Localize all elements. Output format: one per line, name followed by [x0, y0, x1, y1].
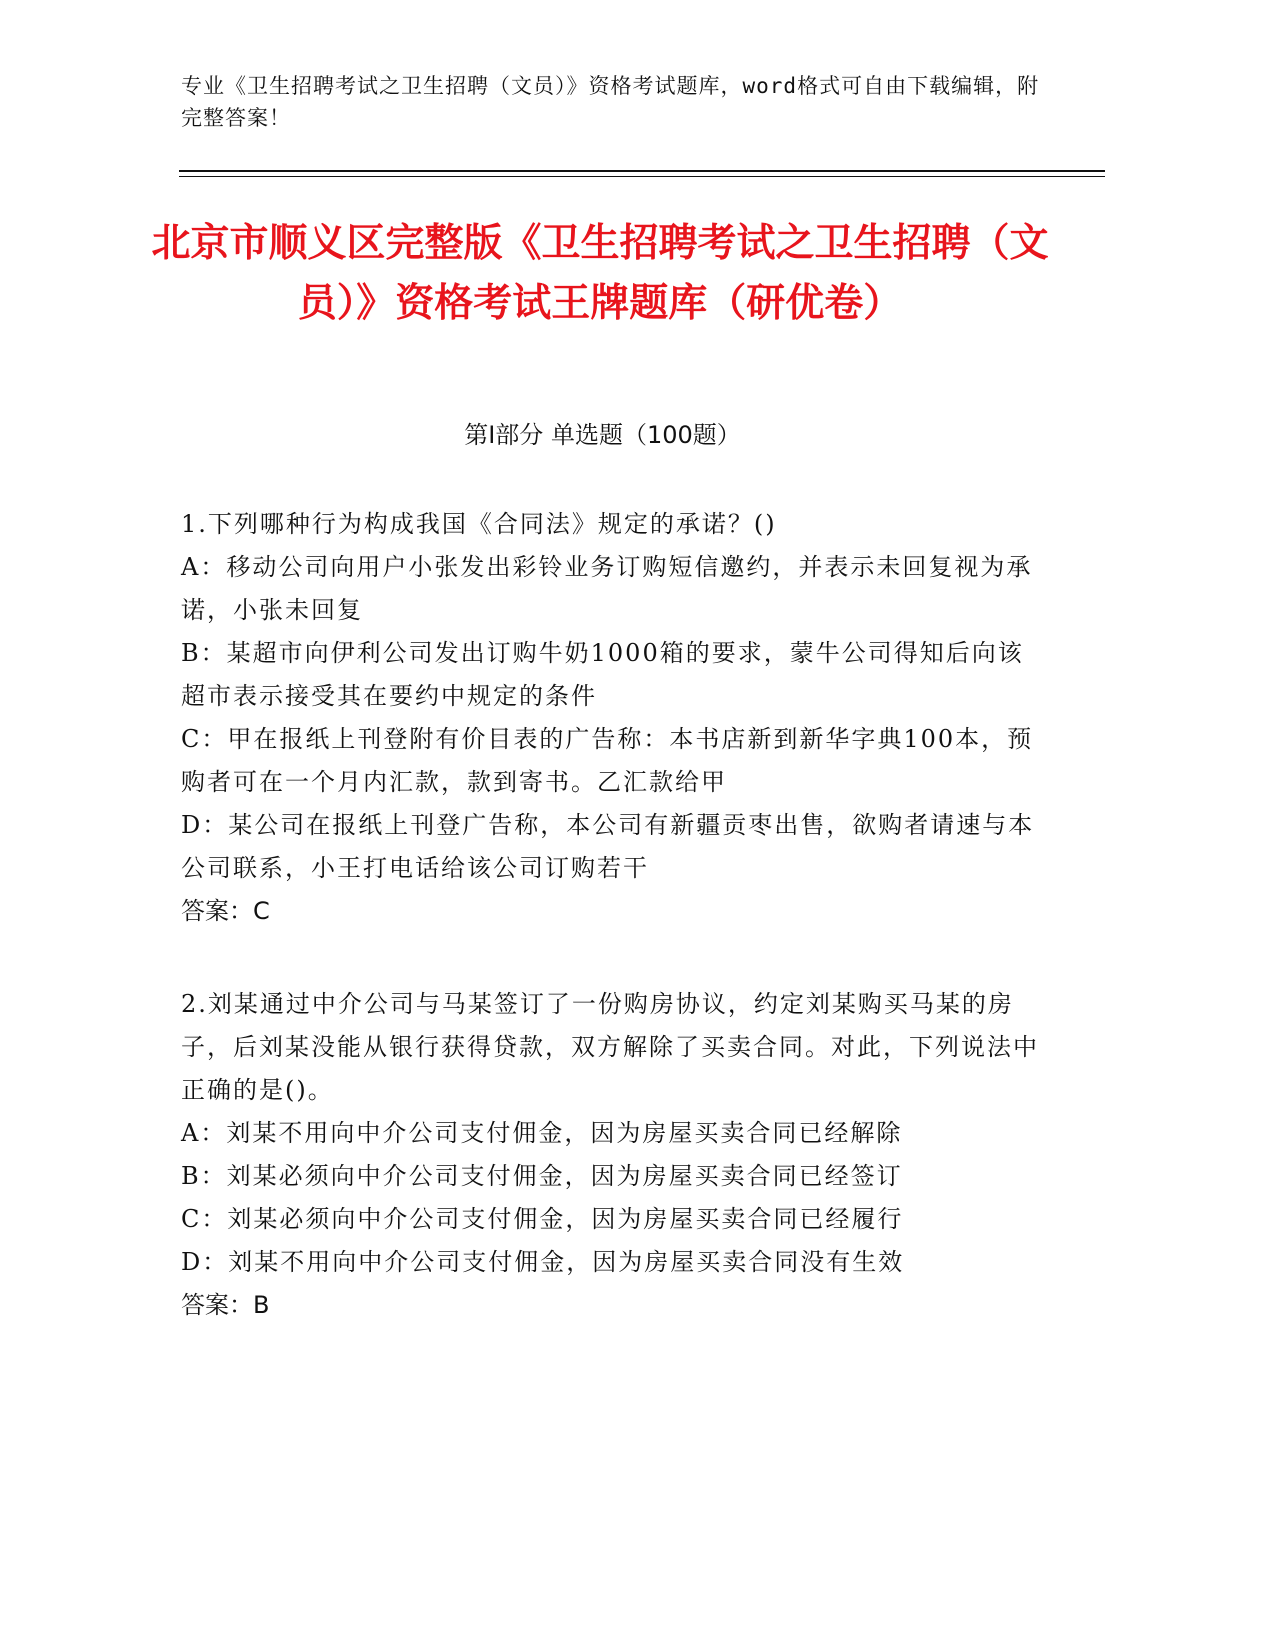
- option-b: B：某超市向伊利公司发出订购牛奶1000箱的要求，蒙牛公司得知后向该超市表示接受其在要约中规定的条件: [181, 639, 1024, 710]
- option-d: D：某公司在报纸上刊登广告称，本公司有新疆贡枣出售，欲购者请速与本公司联系，小王打电话给该公司订购若干: [181, 811, 1035, 882]
- header-rule-thick: [179, 170, 1105, 172]
- document-title: 北京市顺义区完整版《卫生招聘考试之卫生招聘（文员）》资格考试王牌题库（研优卷）: [151, 221, 1049, 326]
- option-d: D：刘某不用向中介公司支付佣金，因为房屋买卖合同没有生效: [181, 1248, 905, 1276]
- option-a: A：移动公司向用户小张发出彩铃业务订购短信邀约，并表示未回复视为承诺，小张未回复: [181, 553, 1033, 624]
- question-stem: 1.下列哪种行为构成我国《合同法》规定的承诺？(): [181, 510, 777, 538]
- question-1: [181, 503, 1041, 933]
- question-stem: 2.刘某通过中介公司与马某签订了一份购房协议，约定刘某购买马某的房子，后刘某没能从银行获得贷款，双方解除了买卖合同。对此，下列说法中正确的是()。: [181, 990, 1039, 1104]
- answer: 答案：C: [181, 897, 270, 925]
- header-note: 专业《卫生招聘考试之卫生招聘（文员）》资格考试题库，word格式可自由下载编辑，附完整答案！: [181, 74, 1040, 130]
- answer: 答案：B: [181, 1291, 270, 1319]
- header-rule-thin: [179, 176, 1105, 177]
- option-c: C：甲在报纸上刊登附有价目表的广告称：本书店新到新华字典100本，预购者可在一个月内汇款，款到寄书。乙汇款给甲: [181, 725, 1034, 796]
- option-b: B：刘某必须向中介公司支付佣金，因为房屋买卖合同已经签订: [181, 1162, 903, 1190]
- option-c: C：刘某必须向中介公司支付佣金，因为房屋买卖合同已经履行: [181, 1205, 904, 1233]
- section-title: 第Ⅰ部分 单选题（100题）: [464, 421, 741, 449]
- question-2: [181, 983, 1041, 1327]
- option-a: A：刘某不用向中介公司支付佣金，因为房屋买卖合同已经解除: [181, 1119, 903, 1147]
